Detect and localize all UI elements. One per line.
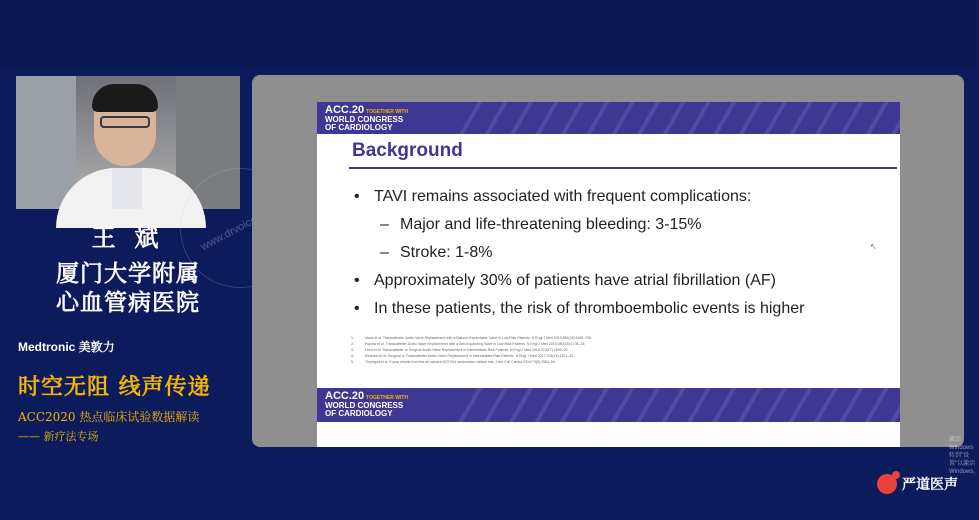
top-bar (0, 0, 976, 68)
reference-number: 5. (351, 360, 354, 364)
reference-number: 4. (351, 354, 354, 358)
sub-bullet-marker: – (380, 216, 389, 233)
reference-text: Leon et al. Transcatheter or Surgical Aortic-Valve Replacement in Intermediate-Risk Patients. N Engl J Med 2016;374(17):1609–20. (365, 348, 569, 352)
logo-tag: TOGETHER WITH (366, 395, 408, 401)
acc-logo-footer (325, 391, 408, 418)
reference-number: 3. (351, 348, 354, 352)
acc-logo (325, 105, 408, 132)
mouse-cursor-icon: ↖ (870, 242, 877, 251)
reference-text: Mack et al. Transcatheter Aortic-Valve Replacement with a Balloon-Expandable Valve in Low-Risk Patients. N Engl J Med 2019;380(18):1695–705. (365, 336, 593, 340)
bullet-thromboembolic (354, 300, 804, 318)
footer-brand-text: 严道医声 (902, 476, 958, 492)
footer-pattern (457, 388, 900, 422)
logo-line-2: WORLD CONGRESS (325, 115, 404, 124)
background-cabinet (16, 76, 76, 209)
speaker-name: 王 斌 (91, 225, 165, 252)
windows-activation-watermark (949, 436, 979, 476)
logo-acc: ACC.20 (325, 390, 365, 402)
bullet-text: TAVI remains associated with frequent complications: (374, 188, 752, 205)
sub-bullet-text: Stroke: 1-8% (400, 244, 493, 261)
reference-number: 2. (351, 342, 354, 346)
bullet-text: Approximately 30% of patients have atrial fibrillation (AF) (374, 272, 776, 289)
references (351, 335, 891, 365)
reference-text: Popma et al. Transcatheter Aortic-Valve Replacement with a Self-Expanding Valve in Low-Risk Patients. N Engl J Med 2019;380(18):1706–15. (365, 342, 586, 346)
slide-header-band (317, 102, 900, 134)
bullet-marker: • (354, 272, 360, 289)
slide (317, 102, 979, 475)
sub-bullet-bleeding (380, 216, 702, 234)
brand-logo-icon (877, 474, 897, 494)
speaker-shirt (112, 168, 142, 209)
sub-bullet-text: Major and life-threatening bleeding: 3-15% (400, 216, 702, 233)
title-rule (349, 167, 897, 169)
event-subtitle: —— 新疗法专场 (18, 430, 99, 443)
bullet-text: In these patients, the risk of thromboembolic events is higher (374, 300, 805, 317)
bullet-af (354, 272, 776, 290)
reference-number: 1. (351, 336, 354, 340)
reference-item (351, 359, 891, 365)
logo-line-2: WORLD CONGRESS (325, 401, 404, 410)
bullet-complications (354, 188, 751, 206)
hospital-line-2: 心血管病医院 (56, 289, 200, 315)
activation-line-2: 转到"设置"以激活 Windows。 (949, 453, 979, 475)
logo-line-3: OF CARDIOLOGY (325, 123, 393, 132)
logo-tag: TOGETHER WITH (366, 109, 408, 115)
speaker-glasses (100, 116, 150, 128)
bullet-marker: • (354, 188, 360, 205)
slide-viewer[interactable] (252, 75, 979, 475)
footer-brand (877, 474, 958, 494)
sponsor-slogan: 时空无阻 线声传递 (18, 374, 211, 400)
slide-footer-band (317, 388, 900, 422)
sub-bullet-marker: – (380, 244, 389, 261)
reference-text: Reardon et al. Surgical or Transcatheter Aortic-Valve Replacement in Intermediate-Risk Patients. N Engl J Med 2017;376(14):1321–31. (365, 354, 575, 358)
sub-bullet-stroke (380, 244, 492, 262)
bullet-marker: • (354, 300, 360, 317)
watermark-text: www.drvoice.cn (198, 206, 272, 254)
sponsor-brand: Medtronic 美敦力 (18, 340, 115, 354)
header-pattern (457, 102, 900, 134)
event-title: ACC2020 热点临床试验数据解读 (18, 410, 200, 424)
logo-acc: ACC.20 (325, 104, 365, 116)
slide-title: Background (352, 140, 463, 161)
reference-text: Thyregod et al. 5-year results from the all-comers NOTION randomized clinical trial. J Am Coll Cardiol 2019;73(5):2584–94. (365, 360, 556, 364)
hospital-line-1: 厦门大学附属 (56, 260, 200, 286)
speaker-hair (92, 84, 158, 112)
logo-line-3: OF CARDIOLOGY (325, 409, 393, 418)
activation-line-1: 激活 Windows (949, 437, 974, 451)
